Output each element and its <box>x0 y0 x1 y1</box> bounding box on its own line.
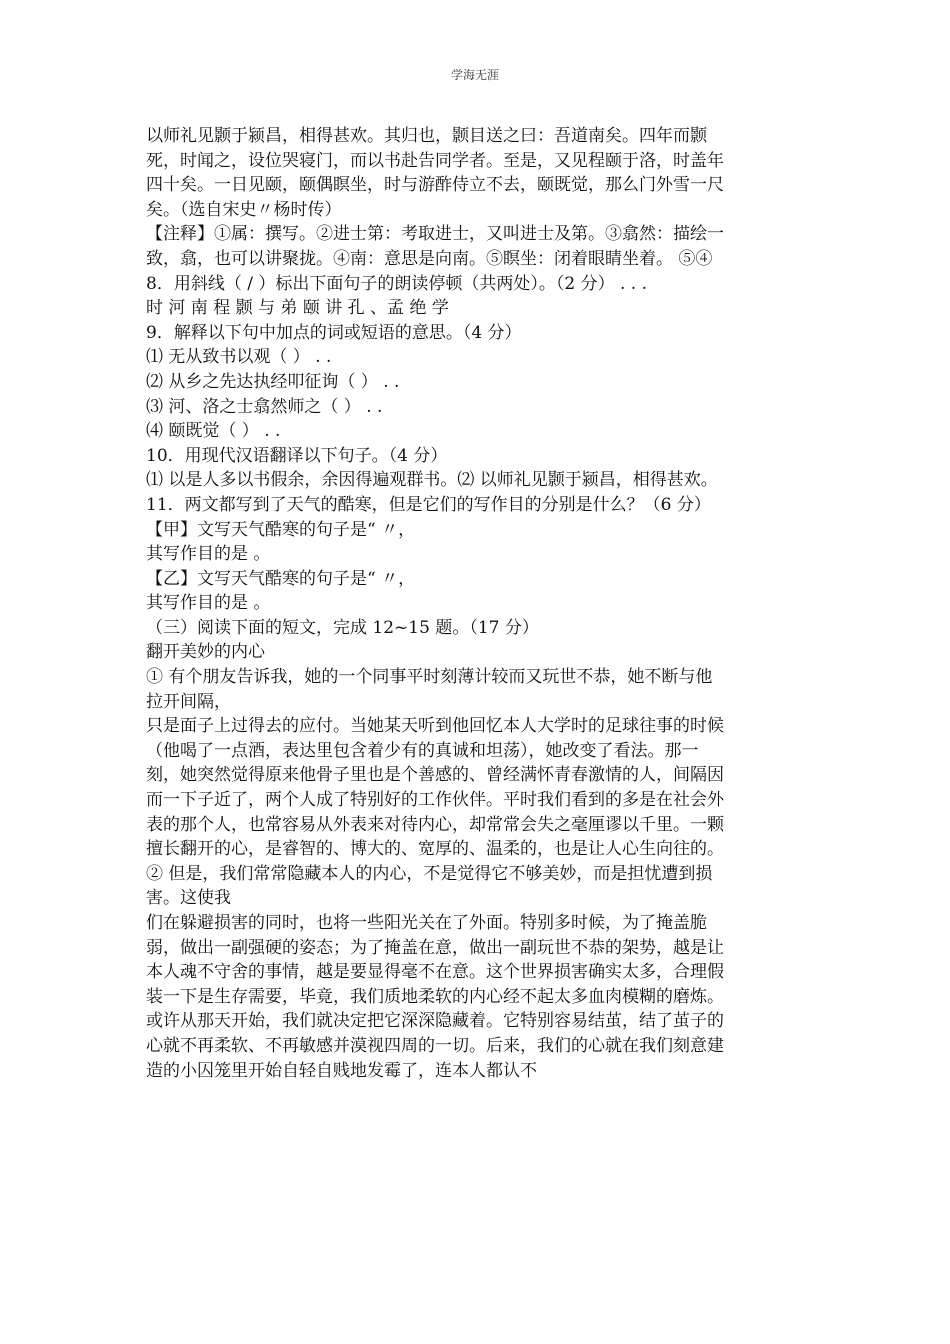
question-9: 9．解释以下句中加点的词或短语的意思。（4 分） <box>146 322 522 343</box>
text-line: 致，翕，也可以讲聚拢。④南：意思是向南。⑤瞑坐：闭着眼睛坐着。 ⑤④ <box>146 248 713 269</box>
text-line: ⑵ 从乡之先达执经叩征询（ ） . . <box>146 371 400 392</box>
text-line: 害。这使我 <box>146 888 231 909</box>
paragraph-1: ① 有个朋友告诉我，她的一个同事平时刻薄计较而又玩世不恭，她不断与他 <box>146 667 713 688</box>
document-body <box>146 124 806 1083</box>
text-line: ⑴ 无从致书以观（ ） . . <box>146 347 332 368</box>
article-title: 翻开美妙的内心 <box>146 642 265 663</box>
section-heading: （三）阅读下面的短文，完成 12~15 题。（17 分） <box>146 617 539 638</box>
text-line: 弱，做出一副强硬的姿态；为了掩盖在意，做出一副玩世不恭的架势，越是让 <box>146 937 724 958</box>
text-line: 其写作目的是 。 <box>146 544 271 565</box>
text-line: ⑷ 颐既觉（ ） . . <box>146 421 281 442</box>
text-line: 心就不再柔软、不再敏感并漠视四周的一切。后来，我们的心就在我们刻意建 <box>146 1035 724 1056</box>
page-header: 学海无涯 <box>450 68 499 82</box>
text-line: 【甲】文写天气酷寒的句子是“ 〃， <box>146 519 416 540</box>
text-line: 只是面子上过得去的应付。当她某天听到他回忆本人大学时的足球往事的时候 <box>146 716 724 737</box>
text-line: 【乙】文写天气酷寒的句子是“ 〃， <box>146 568 416 589</box>
text-line: 刻，她突然觉得原来他骨子里也是个善感的、曾经满怀青春激情的人，间隔因 <box>146 765 724 786</box>
text-line: 或许从那天开始，我们就决定把它深深隐藏着。它特别容易结茧，结了茧子的 <box>146 1011 724 1032</box>
text-line: 其写作目的是 。 <box>146 593 271 614</box>
text-line: 四十矣。一日见颐，颐偶瞑坐，时与游酢侍立不去，颐既觉，那么门外雪一尺 <box>146 175 724 196</box>
text-line: 拉开间隔， <box>146 691 231 712</box>
text-line: 表的那个人，也常容易从外表来对待内心，却常常会失之毫厘谬以千里。一颗 <box>146 814 724 835</box>
text-line: 本人魂不守舍的事情，越是要显得毫不在意。这个世界损害确实太多，合理假 <box>146 962 724 983</box>
text-line: 矣。（选自宋史〃杨时传） <box>146 199 342 220</box>
question-8: 8．用斜线（ / ）标出下面句子的朗读停顿（共两处）。（2 分） . . . <box>146 273 647 294</box>
text-line: 时 河 南 程 颢 与 弟 颐 讲 孔 、孟 绝 学 <box>146 298 449 319</box>
text-line: 以师礼见颢于颍昌，相得甚欢。其归也，颢目送之曰：吾道南矣。四年而颢 <box>146 126 707 146</box>
text-line: 而一下子近了，两个人成了特别好的工作伙伴。平时我们看到的多是在社会外 <box>146 790 724 811</box>
text-line: （他喝了一点酒，表达里包含着少有的真诚和坦荡），她改变了看法。那一 <box>146 740 699 761</box>
text-line: 装一下是生存需要，毕竟，我们质地柔软的内心经不起太多血肉模糊的磨炼。 <box>146 986 724 1007</box>
paragraph-2: ② 但是，我们常常隐藏本人的内心，不是觉得它不够美妙，而是担忧遭到损 <box>146 863 713 884</box>
text-line: ⑶ 河、洛之士翕然师之（ ） . . <box>146 396 383 417</box>
text-line: 死，时闻之，设位哭寝门，而以书赴告同学者。至是，又见程颐于洛，时盖年 <box>146 150 724 171</box>
question-11: 11．两文都写到了天气的酷寒，但是它们的写作目的分别是什么？（6 分） <box>146 494 711 515</box>
text-line: 擅长翻开的心，是睿智的、博大的、宽厚的、温柔的，也是让人心生向往的。 <box>146 839 724 860</box>
question-10: 10．用现代汉语翻译以下句子。（4 分） <box>146 445 448 466</box>
text-line: 【注释】①属：撰写。②进士第：考取进士，又叫进士及第。③翕然：描绘一 <box>146 224 724 245</box>
text-line: 们在躲避损害的同时，也将一些阳光关在了外面。特别多时候，为了掩盖脆 <box>146 913 707 933</box>
text-line: ⑴ 以是人多以书假余，余因得遍观群书。⑵ 以师礼见颢于颍昌，相得甚欢。 <box>146 470 718 491</box>
text-line: 造的小囚笼里开始自轻自贱地发霉了，连本人都认不 <box>146 1060 537 1081</box>
